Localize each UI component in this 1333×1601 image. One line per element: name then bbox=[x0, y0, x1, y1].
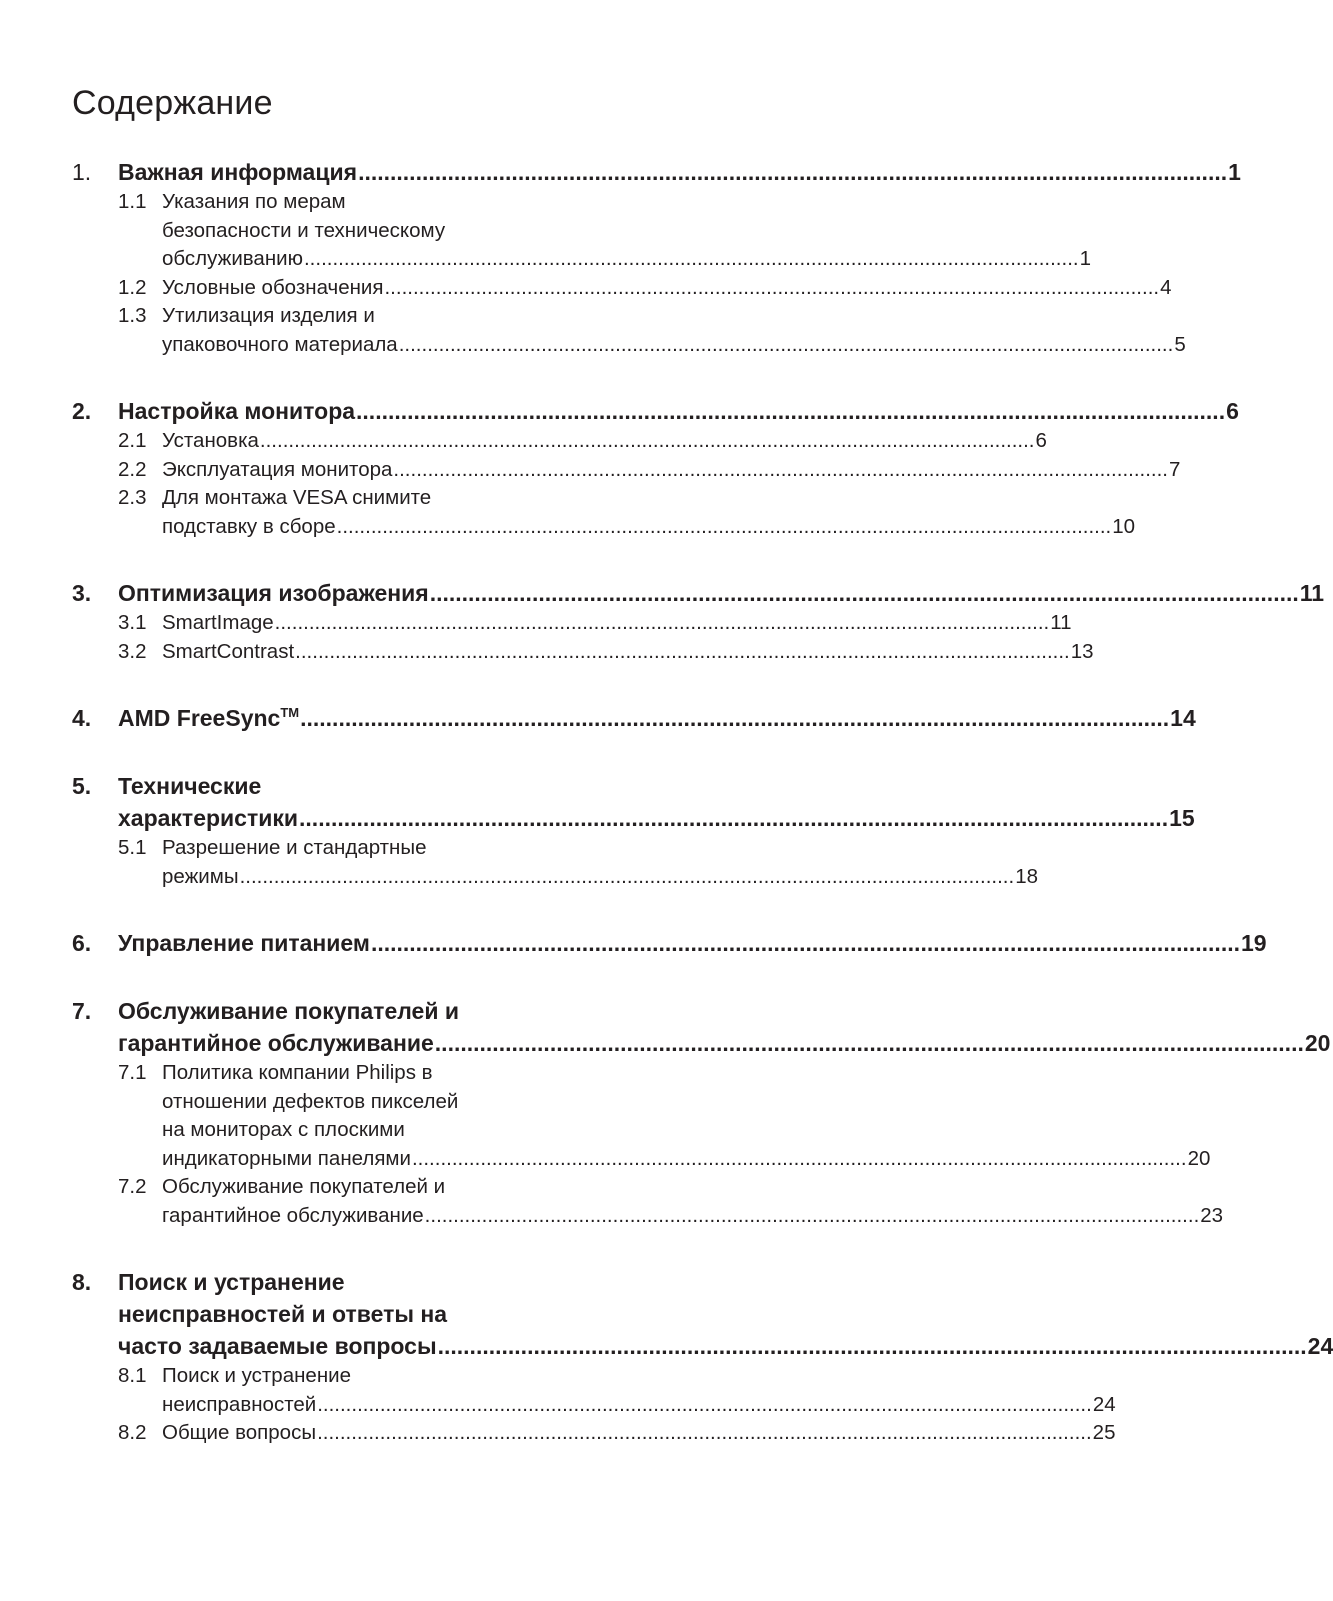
section-number: 4. bbox=[72, 705, 92, 731]
subsection-number: 2.1 bbox=[118, 429, 147, 452]
toc-sub-title: Утилизация изделия и bbox=[162, 304, 375, 327]
toc-sub-row bbox=[72, 245, 1091, 274]
dot-leader bbox=[300, 702, 1169, 734]
toc-sub-title: Обслуживание покупателей и bbox=[162, 1175, 446, 1198]
page-number: 6 bbox=[1226, 398, 1239, 424]
page-number: 24 bbox=[1307, 1333, 1333, 1359]
toc-sub-title: подставку в сборе bbox=[162, 514, 336, 538]
page-number: 20 bbox=[1304, 1030, 1331, 1056]
toc-sub-line bbox=[162, 427, 1047, 456]
toc-main-row bbox=[72, 1330, 1333, 1362]
page-number: 10 bbox=[1112, 514, 1136, 538]
dot-leader bbox=[371, 927, 1240, 959]
section-number: 3. bbox=[72, 580, 92, 606]
toc-sub-entry[interactable] bbox=[72, 484, 1136, 541]
toc-sub-title: отношении дефектов пикселей bbox=[162, 1089, 459, 1113]
dot-leader bbox=[358, 156, 1227, 188]
toc-sub-row bbox=[72, 1362, 522, 1391]
toc-main-row bbox=[72, 995, 522, 1027]
toc-sub-title: Для монтажа VESA снимите bbox=[162, 486, 432, 509]
toc-main-title: AMD FreeSync™ bbox=[118, 705, 300, 731]
subsection-number: 1.1 bbox=[118, 190, 147, 213]
toc-sub-line bbox=[162, 274, 1172, 303]
toc-sub-row bbox=[72, 834, 522, 863]
dot-leader bbox=[304, 245, 1079, 274]
toc-sub-row bbox=[72, 302, 522, 331]
toc-main-title: неисправностей и ответы на bbox=[118, 1301, 448, 1327]
toc-sub-entry[interactable] bbox=[72, 1173, 1224, 1230]
toc-main-entry[interactable] bbox=[72, 1266, 1333, 1362]
toc-sub-row bbox=[72, 638, 1094, 667]
toc-section bbox=[72, 156, 1241, 359]
toc-sub-entry[interactable] bbox=[72, 188, 1091, 274]
table-of-contents bbox=[72, 156, 1333, 1448]
toc-sub-row bbox=[72, 188, 522, 217]
toc-sub-row bbox=[72, 1419, 1116, 1448]
page-number: 13 bbox=[1070, 639, 1094, 663]
toc-section bbox=[72, 702, 1196, 734]
dot-leader bbox=[425, 1202, 1200, 1231]
subsection-number: 7.2 bbox=[118, 1175, 147, 1198]
page-number: 15 bbox=[1169, 805, 1195, 831]
toc-main-title: часто задаваемые вопросы bbox=[118, 1333, 437, 1359]
toc-sub-row bbox=[72, 513, 1136, 542]
dot-leader bbox=[399, 331, 1174, 360]
toc-main-title-line bbox=[118, 927, 1267, 959]
subsection-number: 2.2 bbox=[118, 457, 147, 481]
subsection-number: 3.2 bbox=[118, 639, 147, 663]
toc-main-title: характеристики bbox=[118, 805, 299, 831]
toc-main-entry[interactable] bbox=[72, 156, 1241, 188]
dot-leader bbox=[260, 427, 1035, 456]
toc-main-title: гарантийное обслуживание bbox=[118, 1030, 434, 1056]
toc-sub-row bbox=[72, 1145, 1211, 1174]
toc-main-entry[interactable] bbox=[72, 770, 1195, 834]
toc-main-entry[interactable] bbox=[72, 702, 1196, 734]
section-number: 5. bbox=[72, 773, 92, 799]
toc-sub-row bbox=[72, 609, 1072, 638]
subsection-number: 3.1 bbox=[118, 611, 147, 634]
toc-main-row bbox=[72, 395, 1239, 427]
subsection-number: 1.3 bbox=[118, 304, 147, 327]
toc-main-title: Обслуживание покупателей и bbox=[118, 998, 460, 1024]
toc-main-entry[interactable] bbox=[72, 395, 1239, 427]
section-number: 6. bbox=[72, 930, 92, 956]
toc-sub-row bbox=[72, 274, 1172, 303]
toc-sub-entry[interactable] bbox=[72, 274, 1172, 303]
dot-leader bbox=[384, 274, 1159, 303]
toc-sub-row bbox=[72, 1173, 522, 1202]
toc-sub-title: обслуживанию bbox=[162, 247, 303, 270]
section-number: 2. bbox=[72, 398, 92, 424]
toc-section bbox=[72, 995, 1331, 1230]
toc-sub-row bbox=[72, 1202, 1224, 1231]
page-number: 18 bbox=[1015, 864, 1038, 888]
toc-sub-entry[interactable] bbox=[72, 456, 1181, 485]
page-number: 25 bbox=[1092, 1421, 1116, 1444]
toc-sub-line bbox=[162, 863, 1038, 892]
subsection-number: 1.2 bbox=[118, 275, 147, 299]
toc-main-row bbox=[72, 702, 1196, 734]
toc-section bbox=[72, 395, 1239, 541]
dot-leader bbox=[438, 1330, 1307, 1362]
page-number: 24 bbox=[1092, 1392, 1116, 1416]
toc-sub-line bbox=[162, 1145, 1211, 1174]
toc-sub-title: Эксплуатация монитора bbox=[162, 457, 393, 481]
toc-sub-entry[interactable] bbox=[72, 834, 1038, 891]
toc-sub-title: Установка bbox=[162, 429, 259, 452]
toc-sub-row bbox=[72, 1059, 522, 1088]
toc-main-title-line bbox=[118, 802, 1195, 834]
toc-sub-line bbox=[162, 331, 1186, 360]
section-number: 1. bbox=[72, 159, 92, 185]
toc-main-row bbox=[72, 577, 1325, 609]
toc-section bbox=[72, 927, 1267, 959]
toc-sub-line bbox=[162, 609, 1072, 638]
toc-main-title-line bbox=[118, 395, 1239, 427]
toc-main-row bbox=[72, 1266, 522, 1298]
toc-main-entry[interactable] bbox=[72, 927, 1267, 959]
toc-sub-title: на мониторах с плоскими bbox=[162, 1118, 405, 1141]
toc-sub-line bbox=[162, 513, 1136, 542]
page-number: 5 bbox=[1174, 332, 1186, 356]
toc-sub-line bbox=[162, 456, 1180, 485]
trademark-mark: TM bbox=[280, 705, 300, 720]
page-number: 11 bbox=[1299, 580, 1325, 606]
dot-leader bbox=[356, 395, 1225, 427]
toc-main-entry[interactable] bbox=[72, 577, 1325, 609]
dot-leader bbox=[337, 513, 1112, 542]
toc-sub-title: Поиск и устранение bbox=[162, 1364, 352, 1387]
dot-leader bbox=[317, 1391, 1092, 1420]
toc-sub-title: безопасности и техническому bbox=[162, 218, 446, 242]
subsection-number: 8.1 bbox=[118, 1364, 147, 1387]
toc-main-row bbox=[72, 802, 1195, 834]
toc-main-title: Технические bbox=[118, 773, 262, 799]
subsection-number: 7.1 bbox=[118, 1061, 147, 1084]
page-number: 1 bbox=[1228, 159, 1241, 185]
toc-sub-title: SmartContrast bbox=[162, 639, 295, 663]
toc-sub-title: SmartImage bbox=[162, 611, 274, 634]
section-number: 8. bbox=[72, 1269, 92, 1295]
toc-sub-entry[interactable] bbox=[72, 1059, 1211, 1173]
toc-sub-line bbox=[162, 1202, 1224, 1231]
toc-sub-row bbox=[72, 863, 1038, 892]
subsection-number: 8.2 bbox=[118, 1421, 147, 1444]
page-number: 14 bbox=[1170, 705, 1196, 731]
dot-leader bbox=[435, 1027, 1304, 1059]
page-number: 23 bbox=[1200, 1203, 1224, 1227]
toc-sub-title: Условные обозначения bbox=[162, 275, 384, 299]
page-number: 19 bbox=[1241, 930, 1267, 956]
toc-sub-title: неисправностей bbox=[162, 1392, 317, 1416]
toc-sub-line bbox=[162, 245, 1091, 274]
toc-sub-line bbox=[162, 1419, 1115, 1448]
page-number: 20 bbox=[1187, 1146, 1211, 1170]
dot-leader bbox=[275, 609, 1050, 638]
page-number: 1 bbox=[1079, 247, 1091, 270]
toc-sub-row bbox=[72, 484, 522, 513]
toc-sub-row bbox=[72, 331, 1186, 360]
toc-main-title: Управление питанием bbox=[118, 930, 370, 956]
toc-sub-line bbox=[162, 638, 1094, 667]
toc-section bbox=[72, 1266, 1333, 1448]
dot-leader bbox=[393, 456, 1168, 485]
section-number: 7. bbox=[72, 998, 92, 1024]
toc-sub-entry[interactable] bbox=[72, 427, 1047, 456]
page-title: Содержание bbox=[72, 84, 273, 122]
toc-section bbox=[72, 770, 1195, 891]
dot-leader bbox=[412, 1145, 1187, 1174]
dot-leader bbox=[317, 1419, 1092, 1448]
toc-sub-entry[interactable] bbox=[72, 638, 1094, 667]
toc-sub-title: Разрешение и стандартные bbox=[162, 836, 427, 859]
toc-section bbox=[72, 577, 1325, 666]
toc-sub-title: Указания по мерам bbox=[162, 190, 346, 213]
toc-main-title: Оптимизация изображения bbox=[118, 580, 429, 606]
dot-leader bbox=[295, 638, 1070, 667]
toc-main-entry[interactable] bbox=[72, 995, 1331, 1059]
dot-leader bbox=[299, 802, 1168, 834]
toc-main-title-line bbox=[118, 156, 1241, 188]
subsection-number: 2.3 bbox=[118, 486, 147, 509]
dot-leader bbox=[430, 577, 1299, 609]
toc-sub-title: Политика компании Philips в bbox=[162, 1061, 433, 1084]
toc-main-title: Настройка монитора bbox=[118, 398, 356, 424]
toc-sub-row bbox=[72, 456, 1181, 485]
toc-main-title: Важная информация bbox=[118, 159, 358, 185]
toc-main-row bbox=[72, 927, 1267, 959]
toc-sub-row bbox=[72, 1391, 1116, 1420]
page-number: 4 bbox=[1160, 275, 1172, 299]
toc-sub-entry[interactable] bbox=[72, 1419, 1116, 1448]
toc-sub-title: режимы bbox=[162, 864, 239, 888]
toc-sub-entry[interactable] bbox=[72, 1362, 1116, 1419]
page-number: 7 bbox=[1169, 457, 1181, 481]
page-number: 11 bbox=[1050, 611, 1072, 634]
toc-sub-entry[interactable] bbox=[72, 609, 1072, 638]
subsection-number: 5.1 bbox=[118, 836, 147, 859]
toc-main-row bbox=[72, 156, 1241, 188]
toc-main-title-line bbox=[118, 577, 1324, 609]
toc-sub-title: Общие вопросы bbox=[162, 1421, 317, 1444]
toc-main-row bbox=[72, 1027, 1331, 1059]
toc-main-title: Поиск и устранение bbox=[118, 1269, 345, 1295]
toc-sub-title: индикаторными панелями bbox=[162, 1146, 411, 1170]
toc-sub-entry[interactable] bbox=[72, 302, 1186, 359]
dot-leader bbox=[240, 863, 1015, 892]
toc-sub-line bbox=[162, 1391, 1116, 1420]
toc-main-title-line bbox=[118, 702, 1196, 734]
toc-main-title-line bbox=[118, 1330, 1333, 1362]
toc-main-row bbox=[72, 770, 522, 802]
toc-main-title-line bbox=[118, 1027, 1331, 1059]
toc-sub-row bbox=[72, 427, 1047, 456]
toc-sub-title: упаковочного материала bbox=[162, 332, 398, 356]
page-number: 6 bbox=[1035, 429, 1047, 452]
toc-sub-title: гарантийное обслуживание bbox=[162, 1203, 424, 1227]
